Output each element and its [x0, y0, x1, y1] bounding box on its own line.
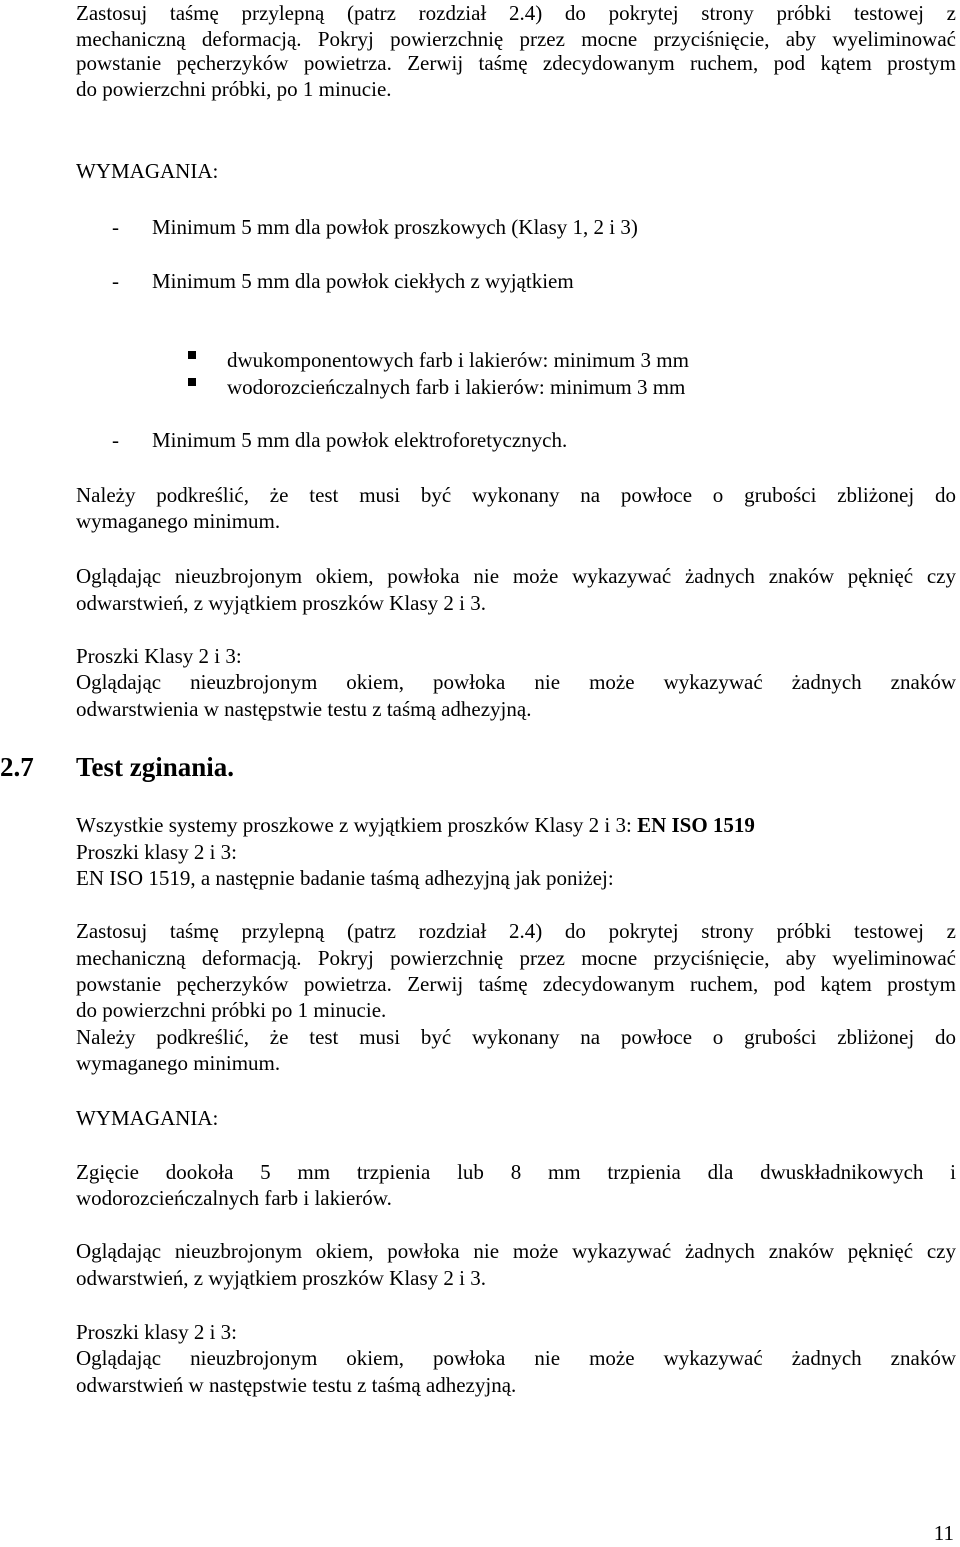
note-line-2: wymaganego minimum.	[76, 509, 281, 533]
requirement-item	[112, 427, 567, 454]
visual2-line-1: Oglądając nieuzbrojonym okiem, powłoka nie może wykazywać żadnych znaków pęknięć czy	[76, 1239, 956, 1263]
page-number: 11	[933, 1521, 954, 1545]
powder-line-2: odwarstwienia w następstwie testu z taśmą adhezyjną.	[76, 697, 532, 721]
bullet-list-item	[188, 347, 689, 374]
req2-line-1: Zgięcie dookoła 5 mm trzpienia lub 8 mm trzpienia dla dwuskładnikowych i	[76, 1160, 956, 1184]
tape-line-3: powstanie pęcherzyków powietrza. Zerwij taśmę zdecydowanym ruchem, pod kątem prostym	[76, 972, 956, 996]
tape-line-6: wymaganego minimum.	[76, 1051, 281, 1075]
bullet-text: wodorozcieńczalnych farb i lakierów: minimum 3 mm	[227, 375, 686, 399]
square-bullet-icon	[188, 378, 196, 386]
req2-line-2: wodorozcieńczalnych farb i lakierów.	[76, 1186, 392, 1210]
bullet-list-item	[188, 374, 685, 401]
requirement-item	[112, 268, 574, 295]
intro-line-3: powstanie pęcherzyków powietrza. Zerwij taśmę zdecydowanym ruchem, pod kątem prostym	[76, 51, 956, 75]
requirement-text: Minimum 5 mm dla powłok elektroforetycznych.	[152, 428, 568, 452]
requirement-text: Minimum 5 mm dla powłok ciekłych z wyjątkiem	[152, 269, 574, 293]
tape-line-4: do powierzchni próbki po 1 minucie.	[76, 998, 387, 1022]
requirements-heading: WYMAGANIA:	[76, 159, 219, 183]
dash-marker: -	[112, 215, 119, 239]
powder2-line-1: Oglądając nieuzbrojonym okiem, powłoka nie może wykazywać żadnych znaków	[76, 1346, 956, 1370]
note-line-1: Należy podkreślić, że test musi być wykonany na powłoce o grubości zbliżonej do	[76, 483, 956, 507]
bend-powder-text: EN ISO 1519, a następnie badanie taśmą adhezyjną jak poniżej:	[76, 866, 614, 890]
intro-line-2: mechaniczną deformacją. Pokryj powierzchnię przez mocne przyciśnięcie, aby wyeliminować	[76, 27, 956, 51]
visual2-line-2: odwarstwień, z wyjątkiem proszków Klasy 2 i 3.	[76, 1266, 487, 1290]
requirement-item	[112, 214, 638, 241]
powder2-line-2: odwarstwień w następstwie testu z taśmą adhezyjną.	[76, 1373, 517, 1397]
powder-label: Proszki Klasy 2 i 3:	[76, 644, 242, 668]
bend-systems-standard: EN ISO 1519	[637, 813, 755, 837]
visual-line-2: odwarstwień, z wyjątkiem proszków Klasy 2 i 3.	[76, 591, 487, 615]
intro-line-1: Zastosuj taśmę przylepną (patrz rozdział 2.4) do pokrytej strony próbki testowej z	[76, 1, 956, 25]
bend-systems-line	[76, 812, 956, 839]
requirements-heading-2: WYMAGANIA:	[76, 1106, 219, 1130]
intro-line-4: do powierzchni próbki, po 1 minucie.	[76, 77, 392, 101]
visual-line-1: Oglądając nieuzbrojonym okiem, powłoka nie może wykazywać żadnych znaków pęknięć czy	[76, 564, 956, 588]
bend-powder-label: Proszki klasy 2 i 3:	[76, 840, 237, 864]
bend-systems-text: Wszystkie systemy proszkowe z wyjątkiem proszków Klasy 2 i 3:	[76, 813, 638, 837]
powder-line-1: Oglądając nieuzbrojonym okiem, powłoka nie może wykazywać żadnych znaków	[76, 670, 956, 694]
square-bullet-icon	[188, 351, 196, 359]
tape-line-2: mechaniczną deformacją. Pokryj powierzchnię przez mocne przyciśnięcie, aby wyeliminować	[76, 946, 956, 970]
dash-marker: -	[112, 269, 119, 293]
bullet-text: dwukomponentowych farb i lakierów: minimum 3 mm	[227, 348, 689, 372]
dash-marker: -	[112, 428, 119, 452]
section-number: 2.7	[0, 752, 34, 782]
tape-line-1: Zastosuj taśmę przylepną (patrz rozdział 2.4) do pokrytej strony próbki testowej z	[76, 919, 956, 943]
section-heading	[0, 752, 234, 782]
tape-line-5: Należy podkreślić, że test musi być wykonany na powłoce o grubości zbliżonej do	[76, 1025, 956, 1049]
requirement-text: Minimum 5 mm dla powłok proszkowych (Klasy 1, 2 i 3)	[152, 215, 638, 239]
powder2-label: Proszki klasy 2 i 3:	[76, 1320, 237, 1344]
section-title: Test zginania.	[76, 752, 235, 782]
